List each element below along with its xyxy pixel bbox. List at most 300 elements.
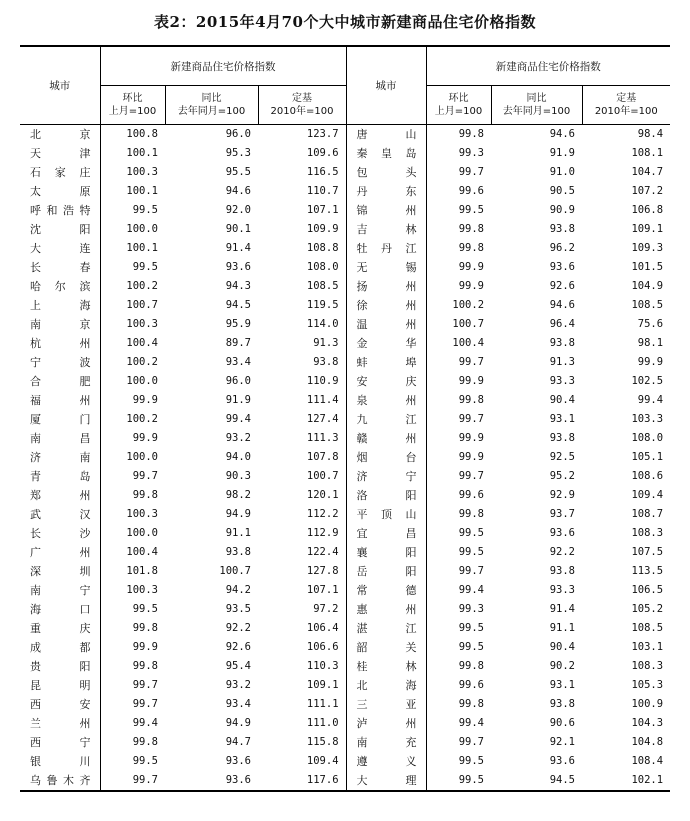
base-cell: 112.2 [306, 508, 339, 520]
mom-base: 上月=100 [434, 106, 483, 117]
yoy-cell: 91.4 [549, 603, 576, 615]
mom-cell: 99.8 [458, 508, 485, 520]
table-row [20, 296, 670, 315]
base-cell: 117.6 [258, 771, 346, 791]
yoy-cell: 93.3 [549, 375, 576, 387]
mom-cell: 99.8 [458, 698, 485, 710]
yoy-cell: 91.1 [225, 527, 251, 539]
city-name-cell: 合 肥 [20, 372, 100, 391]
mom-cell: 100.4 [126, 337, 158, 349]
yoy-cell: 96.2 [549, 242, 576, 254]
table-row [20, 410, 670, 429]
city-name-cell: 常 德 [346, 581, 426, 600]
yoy-cell: 93.6 [549, 755, 576, 767]
yoy-cell: 94.2 [225, 584, 251, 596]
city-name-cell: 安 庆 [346, 372, 426, 391]
mom-cell: 100.4 [126, 546, 158, 558]
mom-cell: 100.2 [452, 299, 485, 311]
table-row [20, 771, 670, 791]
base-cell: 99.4 [637, 394, 664, 406]
yoy-cell: 93.8 [549, 432, 576, 444]
yoy-cell: 96.0 [225, 375, 251, 387]
yoy-cell: 90.9 [549, 204, 576, 216]
base-cell: 109.3 [631, 242, 664, 254]
mom-cell: 99.4 [132, 717, 158, 729]
table-row [20, 220, 670, 239]
base-cell: 103.3 [631, 413, 664, 425]
city-name-cell: 广 州 [20, 543, 100, 562]
base-cell: 106.8 [631, 204, 664, 216]
table-row [20, 125, 670, 145]
city-name-cell: 遵 义 [346, 752, 426, 771]
index-group-header-left: 新建商品住宅价格指数 [100, 46, 346, 86]
yoy-cell: 93.6 [165, 771, 258, 791]
city-name-cell: 岳 阳 [346, 562, 426, 581]
table-header [20, 46, 670, 125]
base-cell: 108.1 [631, 147, 664, 159]
base-cell: 115.8 [306, 736, 339, 748]
table-row [20, 277, 670, 296]
base-cell: 116.5 [306, 166, 339, 178]
city-name-cell: 济 南 [20, 448, 100, 467]
base-cell: 98.4 [637, 128, 664, 140]
city-name-cell: 厦 门 [20, 410, 100, 429]
city-name-cell: 沈 阳 [20, 220, 100, 239]
city-name-cell: 深 圳 [20, 562, 100, 581]
table-row [20, 486, 670, 505]
yoy-cell: 90.5 [549, 185, 576, 197]
city-name-cell: 扬 州 [346, 277, 426, 296]
yoy-cell: 93.4 [225, 698, 251, 710]
city-name-cell: 西 安 [20, 695, 100, 714]
mom-label: 环比 [448, 93, 469, 104]
city-name-cell: 海 口 [20, 600, 100, 619]
yoy-cell: 93.4 [225, 356, 251, 368]
city-name-cell: 贵 阳 [20, 657, 100, 676]
city-name-cell: 襄 阳 [346, 543, 426, 562]
city-name-cell: 桂 林 [346, 657, 426, 676]
yoy-cell: 93.6 [549, 261, 576, 273]
mom-cell: 99.5 [132, 204, 158, 216]
yoy-cell: 92.2 [225, 622, 251, 634]
yoy-label: 同比 [526, 93, 547, 104]
base-base: 2010年=100 [270, 106, 334, 117]
base-cell: 127.8 [306, 565, 339, 577]
yoy-cell: 91.0 [549, 166, 576, 178]
mom-cell: 99.9 [458, 451, 485, 463]
yoy-cell: 94.6 [549, 128, 576, 140]
city-name-cell: 上 海 [20, 296, 100, 315]
mom-header-right [426, 86, 491, 125]
base-cell: 98.1 [637, 337, 664, 349]
base-cell: 104.8 [631, 736, 664, 748]
mom-cell: 99.7 [132, 698, 158, 710]
base-cell: 109.4 [306, 755, 339, 767]
yoy-cell: 94.7 [225, 736, 251, 748]
yoy-cell: 92.1 [549, 736, 576, 748]
base-cell: 97.2 [313, 603, 339, 615]
city-name-cell: 赣 州 [346, 429, 426, 448]
mom-cell: 100.3 [126, 584, 158, 596]
city-name-cell: 北 京 [20, 125, 100, 145]
mom-cell: 100.1 [126, 242, 158, 254]
table-row [20, 752, 670, 771]
city-name-cell: 兰 州 [20, 714, 100, 733]
city-name-cell: 泸 州 [346, 714, 426, 733]
mom-cell: 99.8 [458, 660, 485, 672]
city-name-cell: 乌鲁木齐 [20, 771, 100, 791]
mom-cell: 100.4 [452, 337, 485, 349]
base-cell: 108.8 [306, 242, 339, 254]
mom-cell: 99.5 [132, 755, 158, 767]
yoy-cell: 92.2 [549, 546, 576, 558]
yoy-cell: 91.1 [549, 622, 576, 634]
price-index-table [20, 45, 670, 792]
mom-cell: 99.5 [458, 622, 485, 634]
table-row [20, 429, 670, 448]
city-name-cell: 天 津 [20, 144, 100, 163]
base-cell: 104.3 [631, 717, 664, 729]
city-name-cell: 金 华 [346, 334, 426, 353]
city-name-cell: 温 州 [346, 315, 426, 334]
mom-cell: 99.9 [132, 432, 158, 444]
city-name-cell: 大 理 [346, 771, 426, 791]
base-cell: 107.2 [631, 185, 664, 197]
mom-cell: 100.2 [126, 356, 158, 368]
city-name-cell: 秦 皇 岛 [346, 144, 426, 163]
city-name-cell: 包 头 [346, 163, 426, 182]
table-row [20, 391, 670, 410]
base-cell: 127.4 [306, 413, 339, 425]
mom-cell: 99.6 [458, 679, 485, 691]
city-name-cell: 大 连 [20, 239, 100, 258]
yoy-base: 去年同月=100 [502, 106, 571, 117]
yoy-cell: 90.3 [225, 470, 251, 482]
base-cell: 110.3 [306, 660, 339, 672]
mom-cell: 100.0 [126, 375, 158, 387]
yoy-header-right [491, 86, 582, 125]
yoy-cell: 94.9 [225, 508, 251, 520]
base-label: 定基 [292, 93, 312, 104]
city-name-cell: 烟 台 [346, 448, 426, 467]
base-cell: 75.6 [637, 318, 664, 330]
index-group-header-right: 新建商品住宅价格指数 [426, 46, 670, 86]
base-cell: 103.1 [631, 641, 664, 653]
mom-cell: 99.7 [132, 470, 158, 482]
base-label: 定基 [616, 93, 637, 104]
mom-base: 上月=100 [108, 106, 157, 117]
base-cell: 119.5 [306, 299, 339, 311]
city-name-cell: 蚌 埠 [346, 353, 426, 372]
mom-cell: 99.8 [458, 242, 485, 254]
mom-cell: 99.5 [132, 603, 158, 615]
city-name-cell: 南 京 [20, 315, 100, 334]
city-name-cell: 平 顶 山 [346, 505, 426, 524]
base-cell: 120.1 [306, 489, 339, 501]
yoy-cell: 93.6 [549, 527, 576, 539]
city-name-cell: 昆 明 [20, 676, 100, 695]
mom-cell: 100.2 [126, 280, 158, 292]
table-row [20, 144, 670, 163]
base-cell: 110.7 [306, 185, 339, 197]
table-row [20, 505, 670, 524]
table-row [20, 676, 670, 695]
yoy-cell: 93.3 [549, 584, 576, 596]
mom-cell: 100.3 [126, 318, 158, 330]
yoy-cell: 94.5 [491, 771, 582, 791]
mom-cell: 99.7 [458, 736, 485, 748]
table-body [20, 125, 670, 792]
table-row [20, 695, 670, 714]
city-name-cell: 韶 关 [346, 638, 426, 657]
base-cell: 111.1 [306, 698, 339, 710]
yoy-cell: 93.2 [225, 679, 251, 691]
mom-cell: 100.0 [126, 451, 158, 463]
base-cell: 108.0 [631, 432, 664, 444]
base-cell: 107.8 [306, 451, 339, 463]
table-row [20, 524, 670, 543]
yoy-cell: 90.2 [549, 660, 576, 672]
base-cell: 91.3 [313, 337, 339, 349]
city-name-cell: 武 汉 [20, 505, 100, 524]
base-cell: 113.5 [631, 565, 664, 577]
table-row [20, 714, 670, 733]
yoy-header-left [165, 86, 258, 125]
city-name-cell: 吉 林 [346, 220, 426, 239]
yoy-cell: 93.6 [225, 755, 251, 767]
city-header-left: 城市 [20, 46, 100, 125]
base-cell: 109.1 [306, 679, 339, 691]
yoy-cell: 91.4 [225, 242, 251, 254]
mom-cell: 99.6 [458, 185, 485, 197]
table-row [20, 239, 670, 258]
mom-cell: 99.5 [426, 771, 491, 791]
table-row [20, 334, 670, 353]
base-cell: 110.9 [306, 375, 339, 387]
base-cell: 108.7 [631, 508, 664, 520]
yoy-cell: 96.4 [549, 318, 576, 330]
city-name-cell: 南 昌 [20, 429, 100, 448]
base-cell: 109.9 [306, 223, 339, 235]
yoy-cell: 96.0 [225, 128, 251, 140]
city-name-cell: 湛 江 [346, 619, 426, 638]
table-row [20, 619, 670, 638]
mom-cell: 99.5 [132, 261, 158, 273]
table-row [20, 353, 670, 372]
mom-cell: 99.3 [458, 603, 485, 615]
mom-cell: 99.5 [458, 527, 485, 539]
yoy-cell: 95.9 [225, 318, 251, 330]
base-cell: 101.5 [631, 261, 664, 273]
base-cell: 106.6 [306, 641, 339, 653]
yoy-cell: 89.7 [225, 337, 251, 349]
base-cell: 106.4 [306, 622, 339, 634]
table-row [20, 467, 670, 486]
city-name-cell: 石 家 庄 [20, 163, 100, 182]
mom-cell: 99.8 [132, 660, 158, 672]
city-name-cell: 长 沙 [20, 524, 100, 543]
city-name-cell: 哈 尔 滨 [20, 277, 100, 296]
mom-cell: 100.8 [126, 128, 158, 140]
yoy-cell: 93.2 [225, 432, 251, 444]
yoy-cell: 90.1 [225, 223, 251, 235]
mom-cell: 99.7 [458, 413, 485, 425]
city-name-cell: 三 亚 [346, 695, 426, 714]
mom-cell: 99.7 [458, 470, 485, 482]
city-name-cell: 唐 山 [346, 125, 426, 145]
yoy-cell: 100.7 [219, 565, 251, 577]
base-cell: 102.5 [631, 375, 664, 387]
yoy-cell: 95.5 [225, 166, 251, 178]
city-name-cell: 西 宁 [20, 733, 100, 752]
city-name-cell: 郑 州 [20, 486, 100, 505]
base-cell: 93.8 [313, 356, 339, 368]
yoy-cell: 95.2 [549, 470, 576, 482]
base-cell: 109.4 [631, 489, 664, 501]
base-cell: 107.1 [306, 584, 339, 596]
city-name-cell: 无 锡 [346, 258, 426, 277]
mom-cell: 99.9 [458, 280, 485, 292]
yoy-cell: 95.3 [225, 147, 251, 159]
base-cell: 122.4 [306, 546, 339, 558]
yoy-cell: 92.6 [549, 280, 576, 292]
table-row [20, 562, 670, 581]
city-name-cell: 南 充 [346, 733, 426, 752]
base-cell: 106.5 [631, 584, 664, 596]
table-row [20, 638, 670, 657]
city-name-cell: 九 江 [346, 410, 426, 429]
table-row [20, 258, 670, 277]
base-cell: 99.9 [637, 356, 664, 368]
mom-cell: 99.8 [458, 394, 485, 406]
mom-header-left [100, 86, 165, 125]
base-cell: 109.1 [631, 223, 664, 235]
mom-cell: 99.7 [458, 166, 485, 178]
mom-cell: 100.0 [126, 223, 158, 235]
table-row [20, 657, 670, 676]
mom-cell: 99.7 [132, 679, 158, 691]
base-cell: 108.3 [631, 527, 664, 539]
mom-cell: 99.4 [458, 584, 485, 596]
yoy-cell: 91.9 [549, 147, 576, 159]
mom-cell: 99.9 [458, 375, 485, 387]
mom-cell: 100.1 [126, 185, 158, 197]
yoy-cell: 90.4 [549, 641, 576, 653]
yoy-cell: 99.4 [225, 413, 251, 425]
base-cell: 111.0 [306, 717, 339, 729]
base-cell: 108.5 [306, 280, 339, 292]
yoy-cell: 90.4 [549, 394, 576, 406]
city-name-cell: 青 岛 [20, 467, 100, 486]
yoy-cell: 93.8 [549, 565, 576, 577]
base-cell: 109.6 [306, 147, 339, 159]
yoy-cell: 94.6 [549, 299, 576, 311]
mom-cell: 100.3 [126, 166, 158, 178]
table-row [20, 372, 670, 391]
yoy-cell: 91.9 [225, 394, 251, 406]
city-name-cell: 杭 州 [20, 334, 100, 353]
yoy-cell: 94.6 [225, 185, 251, 197]
mom-cell: 99.8 [132, 622, 158, 634]
yoy-cell: 93.8 [225, 546, 251, 558]
base-cell: 111.4 [306, 394, 339, 406]
base-cell: 108.3 [631, 660, 664, 672]
city-name-cell: 太 原 [20, 182, 100, 201]
table-row [20, 315, 670, 334]
yoy-cell: 93.8 [549, 698, 576, 710]
mom-cell: 99.5 [458, 641, 485, 653]
city-name-cell: 丹 东 [346, 182, 426, 201]
mom-cell: 99.5 [458, 755, 485, 767]
base-cell: 100.7 [306, 470, 339, 482]
page-title: 表2：2015年4月70个大中城市新建商品住宅价格指数 [154, 13, 536, 31]
base-cell: 102.1 [582, 771, 670, 791]
base-cell: 104.7 [631, 166, 664, 178]
city-name-cell: 洛 阳 [346, 486, 426, 505]
city-name-cell: 牡 丹 江 [346, 239, 426, 258]
mom-cell: 100.7 [452, 318, 485, 330]
base-cell: 111.3 [306, 432, 339, 444]
city-name-cell: 成 都 [20, 638, 100, 657]
yoy-cell: 93.5 [225, 603, 251, 615]
base-cell: 108.6 [631, 470, 664, 482]
base-cell: 123.7 [306, 128, 339, 140]
yoy-cell: 94.3 [225, 280, 251, 292]
mom-cell: 100.7 [126, 299, 158, 311]
base-cell: 105.3 [631, 679, 664, 691]
yoy-label: 同比 [201, 93, 222, 104]
mom-cell: 99.8 [458, 223, 485, 235]
yoy-cell: 98.2 [225, 489, 251, 501]
city-name-cell: 南 宁 [20, 581, 100, 600]
mom-cell: 99.4 [458, 717, 485, 729]
yoy-cell: 92.9 [549, 489, 576, 501]
table-row [20, 182, 670, 201]
city-name-cell: 重 庆 [20, 619, 100, 638]
table-row [20, 581, 670, 600]
mom-cell: 99.7 [100, 771, 165, 791]
table-row [20, 163, 670, 182]
city-name-cell: 北 海 [346, 676, 426, 695]
city-name-cell: 惠 州 [346, 600, 426, 619]
yoy-cell: 90.6 [549, 717, 576, 729]
yoy-cell: 92.6 [225, 641, 251, 653]
table-row [20, 201, 670, 220]
mom-cell: 99.3 [458, 147, 485, 159]
table-row [20, 543, 670, 562]
yoy-cell: 95.4 [225, 660, 251, 672]
mom-cell: 99.7 [458, 356, 485, 368]
city-name-cell: 宁 波 [20, 353, 100, 372]
city-name-cell: 锦 州 [346, 201, 426, 220]
yoy-cell: 92.0 [225, 204, 251, 216]
city-name-cell: 银 川 [20, 752, 100, 771]
yoy-cell: 94.5 [225, 299, 251, 311]
mom-cell: 99.9 [132, 641, 158, 653]
mom-cell: 99.5 [458, 546, 485, 558]
base-cell: 108.5 [631, 299, 664, 311]
mom-cell: 99.9 [458, 432, 485, 444]
city-name-cell: 泉 州 [346, 391, 426, 410]
base-cell: 108.5 [631, 622, 664, 634]
mom-cell: 100.3 [126, 508, 158, 520]
mom-label: 环比 [122, 93, 143, 104]
base-cell: 100.9 [631, 698, 664, 710]
table-row [20, 733, 670, 752]
base-cell: 107.1 [306, 204, 339, 216]
yoy-cell: 94.0 [225, 451, 251, 463]
mom-cell: 100.2 [126, 413, 158, 425]
